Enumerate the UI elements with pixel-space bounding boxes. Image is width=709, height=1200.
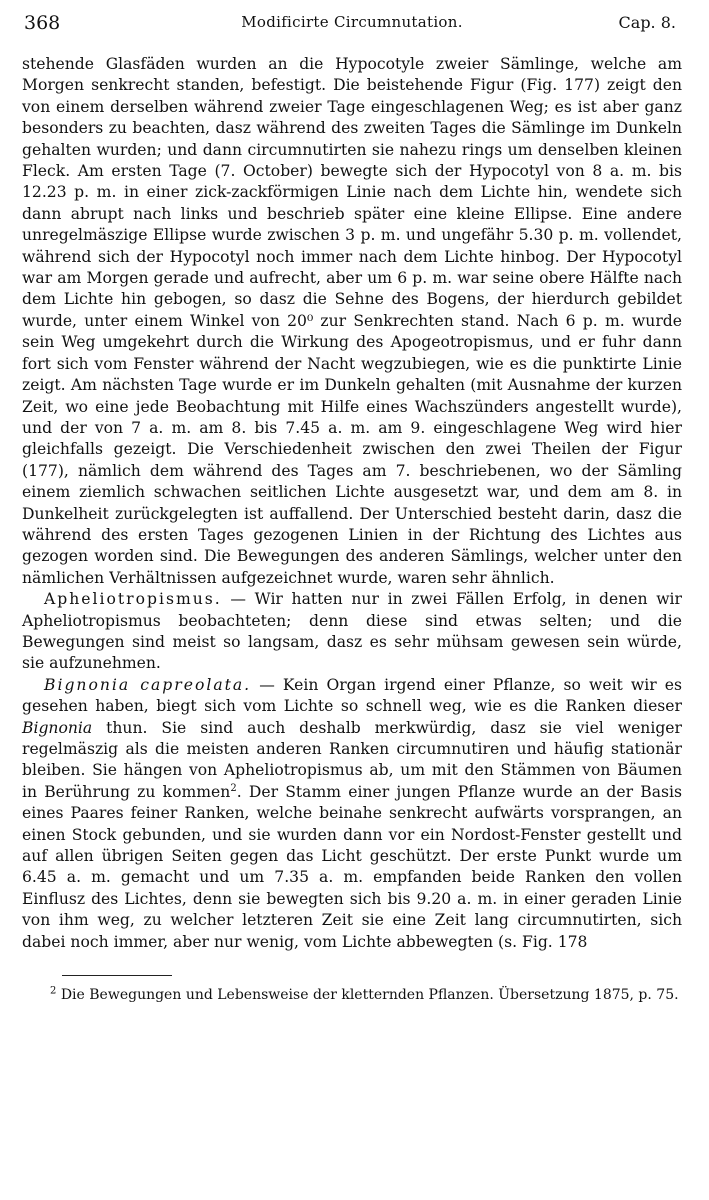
footnote-reference[interactable]: 2 [230, 782, 237, 794]
paragraph-text: — Wir hatten nur in zwei Fällen Erfolg, in denen wir Apheliotropismus beobachteten; denn diese sind etwas selten; und die Bewegungen sind meist so langsam, dasz es sehr mühsam gewesen sein würde, sie aufzunehmen. [22, 590, 682, 673]
section-heading-apheliotropismus: Apheliotropismus. [44, 590, 222, 609]
genus-name: Bignonia [22, 718, 93, 737]
main-text [22, 54, 682, 953]
paragraph-apheliotropismus [22, 589, 682, 675]
footnote [22, 986, 682, 1005]
running-header [22, 8, 682, 42]
book-page [22, 8, 682, 1193]
footnote-divider [62, 975, 172, 976]
footnote-text: Die Bewegungen und Lebensweise der kletternden Pflanzen. Übersetzung 1875, p. 75. [56, 987, 679, 1004]
paragraph-text: . Der Stamm einer jungen Pflanze wurde an der Basis eines Paares feiner Ranken, welche beinahe senkrecht aufwärts vorsprangen, an einen Stock gebunden, und sie wurden dann vor ein Nordost-Fenster gestellt und auf allen übrigen Seiten gegen das Licht geschützt. Der erste Punkt wurde um 6.45 a. m. gemacht und um 7.35 a. m. empfanden beide Ranken den vollen Einflusz des Lichtes, denn sie bewegten sich bis 9.20 a. m. in einer geraden Linie von ihm weg, zu welcher letzteren Zeit sie eine Zeit lang circumnutirten, sich dabei noch immer, aber nur wenig, vom Lichte abbewegten (s. Fig. 178 [22, 782, 682, 951]
running-title: Modificirte Circumnutation. [241, 13, 463, 31]
footnote-line [24, 986, 682, 1005]
page-number: 368 [24, 12, 61, 34]
chapter-label: Cap. 8. [618, 13, 676, 32]
paragraph-fig177: stehende Glasfäden wurden an die Hypocotyle zweier Sämlinge, welche am Morgen senkrecht standen, befestigt. Die beistehende Figur (Fig. 177) zeigt den von einem derselben während zweier Tage eingeschlagenen Weg; es ist aber ganz besonders zu beachten, dasz während des zweiten Tages die Sämlinge im Dunkeln gehalten wurden; und dann circumnutirten sie nahezu rings um denselben kleinen Fleck. Am ersten Tage (7. October) bewegte sich der Hypocotyl von 8 a. m. bis 12.23 p. m. in einer zick-zackförmigen Linie nach dem Lichte hin, wendete sich dann abrupt nach links und beschrieb später eine kleine Ellipse. Eine andere unregelmäszige Ellipse wurde zwischen 3 p. m. und ungefähr 5.30 p. m. vollendet, während sich der Hypocotyl noch immer nach dem Lichte hinbog. Der Hypocotyl war am Morgen gerade und aufrecht, aber um 6 p. m. war seine obere Hälfte nach dem Lichte hin gebogen, so dasz die Sehne des Bogens, der hierdurch gebildet wurde, unter einem Winkel von 20⁰ zur Senkrechten stand. Nach 6 p. m. wurde sein Weg umgekehrt durch die Wirkung des Apogeotropismus, und er fuhr dann fort sich vom Fenster während der Nacht wegzubiegen, wie es die punktirte Linie zeigt. Am nächsten Tage wurde er im Dunkeln gehalten (mit Ausnahme der kurzen Zeit, wo eine jede Beobachtung mit Hilfe eines Wachszünders angestellt wurde), und der von 7 a. m. am 8. bis 7.45 a. m. am 9. eingeschlagene Weg wird hier gleichfalls gezeigt. Die Verschiedenheit zwischen den zwei Theilen der Figur (177), nämlich dem während des Tages am 7. beschriebenen, wo der Sämling einem ziemlich schwachen seitlichen Lichte ausgesetzt war, und dem am 8. in Dunkelheit zurückgelegten ist auffallend. Der Unterschied besteht darin, dasz die während des ersten Tages gezogenen Linien in der Richtung des Lichtes aus gezogen worden sind. Die Bewegungen des anderen Sämlings, welcher unter den nämlichen Verhältnissen aufgezeichnet wurde, waren sehr ähnlich. [22, 55, 682, 587]
paragraph-text: thun. Sie sind auch deshalb merkwürdig, dasz sie viel weniger regelmäszig als die meisten anderen Ranken circumnutiren und häufig stationär bleiben. Sie hängen von Apheliotropismus ab, um mit den Stämmen von Bäumen in Berührung zu kommen [22, 718, 682, 801]
section-heading-bignonia: Bignonia capreolata. [44, 675, 252, 694]
paragraph-bignonia [22, 675, 682, 953]
paragraph-text: — Kein Organ irgend einer Pflanze, so weit wir es gesehen haben, biegt sich vom Lichte so schnell weg, wie es die Ranken dieser [22, 675, 682, 716]
footnote-marker: 2 [50, 985, 57, 997]
